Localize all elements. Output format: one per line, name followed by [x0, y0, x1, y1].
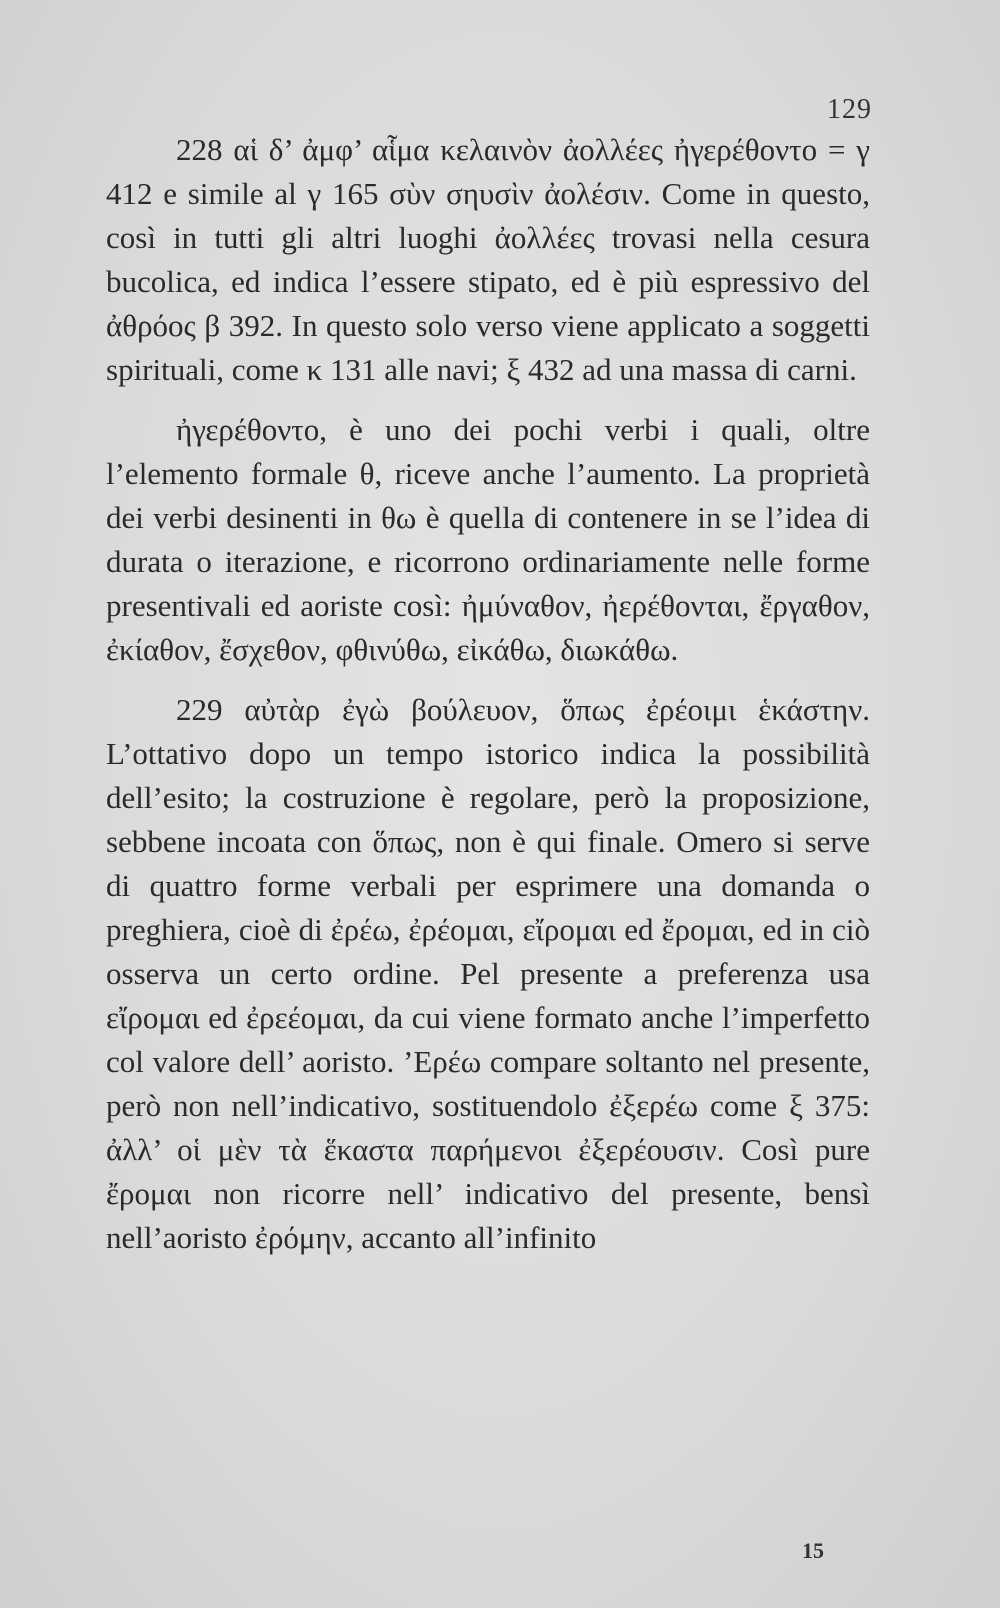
paragraph-egerethonto-note: ἠγερέθοντο, è uno dei pochi verbi i quali, oltre l’elemento formale θ, riceve anche l’aumento. La proprietà dei verbi desinenti in θω è quella di contenere in se l’idea di durata o iterazione, e ricorrono ordinariamente nelle forme presentivali ed aoriste così: ἠμύναθον, ἠερέθονται, ἔργαθον, ἐκίαθον, ἔσχεθον, φθινύθω, εἰκάθω, διωκάθω. [106, 412, 870, 667]
page-number: 129 [827, 94, 872, 125]
text-body [106, 128, 870, 1260]
paragraph-229-note: 229 αὐτὰρ ἐγὼ βούλευον, ὅπως ἐρέοιμι ἑκάστην. L’ottativo dopo un tempo istorico indica la possibilità dell’esito; la costruzione è regolare, però la proposizione, sebbene incoata con ὅπως, non è qui finale. Omero si serve di quattro forme verbali per esprimere una domanda o preghiera, cioè di ἐρέω, ἐρέομαι, εἴρομαι ed ἔρομαι, ed in ciò osserva un certo ordine. Pel presente a preferenza usa εἴρομαι ed ἐρεέομαι, da cui viene formato anche l’imperfetto col valore dell’ aoristo. ’Ερέω compare soltanto nel presente, però non nell’indicativo, sostituendolo ἐξερέω come ξ 375: ἀλλ’ οἱ μὲν τὰ ἕκαστα παρήμενοι ἐξερέουσιν. Così pure ἔρομαι non ricorre nell’ indicativo del presente, bensì nell’aoristo ἐρόμην, accanto all’infinito [106, 692, 870, 1255]
paragraph-228-note: 228 αἱ δ’ ἀμφ’ αἷμα κελαινὸν ἀολλέες ἠγερέθοντο = γ 412 e simile al γ 165 σὺν σηυσὶν ἀολέσιν. Come in questo, così in tutti gli altri luoghi ἀολλέες trovasi nella cesura bucolica, ed indica l’essere stipato, ed è più espressivo del ἀθρόος β 392. In questo solo verso viene applicato a soggetti spirituali, come κ 131 alle navi; ξ 432 ad una massa di carni. [106, 132, 870, 387]
signature-mark: 15 [802, 1538, 824, 1563]
